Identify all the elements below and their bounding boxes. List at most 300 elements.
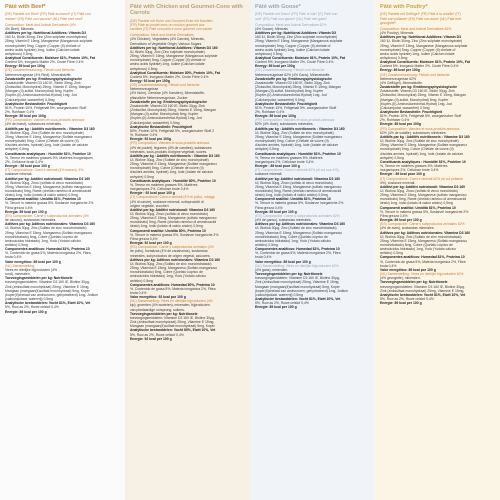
label-text-line: 25mg, Vitamina E 15mg, Manganese (solfato manganoso [255, 184, 342, 189]
label-text-line: Fibra grezza 0,4% [255, 205, 283, 210]
label-text-line: monohydraté) 5mg, Cuivre (Chélate de cuivre (II) [130, 166, 204, 171]
label-text-line: (FR) Composition: Viandes et sous-produits animaux [380, 126, 460, 131]
label-text-line: 25mg, Vitamina E 15mg, Manganeso (Sulfato manganoso [130, 266, 218, 271]
label-text-line: (FR) Composition: Viandes et sous-produits animaux [5, 118, 85, 123]
label-text-line: %, Teneur en matières grasses 5%, Matières [255, 155, 323, 160]
label-text-line: %, Teneur en matières grasses 5%, Matières [130, 182, 198, 187]
label-text-line: (IT) Composizione: Carni e derivati (4% manzo), 4% [5, 168, 84, 173]
label-text-line: (Kupfer-(II)-Aminosäurechelat-Hydrat) 1mg, Jod [255, 93, 327, 98]
label-text-line: Energie : 89 kcal pour 100 g [255, 164, 300, 169]
label-text-line: Zusatzstoffe pro kg: Ernährungsphysiologische [380, 85, 458, 90]
label-text-line: anhidro) 0,5mg [5, 243, 28, 247]
label-text-line: Toevoegingsmiddelen per kg: Nutritionele [380, 280, 448, 285]
label-text-line: (4% Poultry), Minerals [380, 31, 414, 36]
label-text-line: Constituants analytiques : Humidité 81%, Protéine 10 [5, 151, 91, 156]
label-text-line: Derivatives of Vegetable Origin, Various Sugars [130, 41, 202, 46]
label-text-line: inorganiques 2%, Cellulose brute 0,4% [380, 168, 439, 173]
label-text-line: 25mg, Vitamina E 15mg, Manganeso (Sulfato manganoso [255, 230, 343, 235]
label-text-line: (IT) Composizione: Carni e derivati (4% di pollo), ortaggi [130, 195, 215, 200]
label-text-line: Energie : 89 kcal pour 100 g [5, 164, 50, 169]
label-text-line: bruta 0,4% [380, 263, 397, 268]
label-text-line: 2%, Rohfaser 0,4% [5, 110, 35, 114]
label-text-line: origine vegetale, zuccheri. [130, 203, 170, 208]
label-text-line: 81%, Protein 10%, Fettgehalt 5%, anorganischer Stoff [5, 105, 87, 110]
label-text-line: Mangaan (mangaan(II)sulfaat monohydraat) 5mg, Koper [130, 324, 215, 329]
column-body [130, 19, 246, 341]
label-text-line: UI, Biotina 30µg, Zinco (solfato di zinco monoidrato) [130, 212, 208, 216]
label-text-line: UI, Biotine 30µg, Zinc (Sulfate de zinc monohydraté) [255, 130, 334, 135]
label-text-line: toevoegingsmiddelen: Vitamine D3 160 IE, Biotine 30µg, [130, 315, 215, 320]
label-text-line: manzo* (ES) Paté con vacuno* (NL) Paté met rund* [5, 16, 83, 21]
label-text-line: inorganiques 2%, Cellulose brute 0,4% [255, 159, 314, 164]
label-text-line: (FR) Composition: Viandes et sous-produits animaux [255, 118, 335, 123]
label-text-line: Content 5%, Inorganic Matter 2%, Crude Fibre 0.4% [255, 60, 334, 65]
label-text-line: Aditivos por kg: Aditivos nutricionales: Vitamina D3 160 [130, 257, 221, 262]
label-text-line: (DE) Zusammensetzung: Fleisch und tierische [5, 68, 75, 73]
label-text-line: (Zinksulfat, Monohydrat) 25mg, Vitamin E 15mg, Mangan [255, 85, 341, 90]
label-text-line: 4%), sostanze minerali. [380, 180, 416, 185]
label-text-line: aminoácidos hidratado) 1mg, Yodo (Yodato cálcico [380, 247, 457, 252]
label-text-line: monohydraté) 5mg, Cuivre (Chélate de cuivre (II) [255, 139, 329, 144]
label-text-line: Nebenerzeugnisse 62% [380, 76, 417, 81]
label-text-line: Analytische Bestandteile: Feuchtigkeit [130, 124, 193, 129]
label-text-line: (DE) Zusammensetzung: Fleisch und tierische [255, 68, 325, 73]
label-text-line: Energy: 89 kcal per 100g [380, 68, 420, 73]
label-text-line: (NL) Samenstelling: Vlees en dierlijke bijproducten 62% [255, 263, 339, 268]
label-text-line: Analytische Bestandteile: Feuchtigkeit [380, 110, 443, 114]
label-text-line: amino acids hydrate) 1mg, Iodine (Calcium iodate [5, 47, 80, 52]
label-text-line: (DE) Zusammensetzung: Fleisch und tierische [380, 72, 450, 77]
label-text-line: Mangaan (mangaan(II)sulfaat monohydraat) 5mg, Koper [255, 284, 340, 289]
label-text-line: (ES) Composición: Carne y subproductos animales 62% [380, 222, 465, 227]
label-text-line: 25mg, Vitamin E 15mg, Manganese (Manganous sulphate [5, 39, 93, 44]
label-text-line: Energia: 89 kcal per 100 g [380, 218, 422, 223]
label-text-line: anhydre) 0,5mg [380, 155, 404, 160]
label-text-line: (NL) Samenstelling: [5, 263, 35, 268]
column-poultry [375, 0, 500, 500]
label-text-line: Nebenerzeugnisse (4% Rind), Mineralstoffe. [5, 72, 72, 77]
label-text-line: sostanze minerali. [255, 172, 283, 177]
label-text-line: Energy: 89 kcal per 100g [5, 64, 45, 69]
label-text-line: Energie : 92 kcal pour 100 g [130, 191, 175, 196]
column-chicken [125, 0, 250, 500]
label-text-line: Analytische bestanddelen: Vocht 81%, Eiwit 10%, Vet [255, 297, 341, 302]
label-text-line: 160 IU, Biotin 30mg, Zinc (Zinc sulphate monohydrate) [255, 35, 338, 40]
label-text-line: %, Rohfaser 0,4% [130, 133, 158, 138]
label-text-line: monohydrate) 5mg, Copper (Copper (II) chelate of [255, 43, 331, 48]
label-text-line: idrato) 1mg, Iodio (iodato di calcio anidro) 0,5mg [130, 224, 203, 229]
label-text-line: anhydrous) 0.5mg [130, 66, 158, 71]
label-text-line: Aditivos por kg: Aditivos nutricionales: Vitamina D3 160 [5, 222, 96, 227]
label-text-line: (Mangan-(II)-sulfat, Monohydrat) 5mg, Kupfer [380, 97, 449, 102]
label-text-line: 160 IU, Biotin 30mg, Zinc (Zinc sulphate monohydrate) [5, 35, 88, 40]
label-text-line: 25mg, Vitamina E 15mg, Manganeso (Sulfato manganoso [5, 230, 93, 235]
label-text-line: Constituants analytiques : Humidité 81%, Protéine 10 [255, 151, 341, 156]
label-text-line: Additivi per kg: Additivi nutrizionali: Vitamina D3 160 [380, 184, 465, 189]
label-text-line: Analytische bestanddelen: Vocht 81%, Eiwit 10%, Vet [380, 292, 466, 297]
label-text-line: (4% Huhn), Gemüse (4% Karotten), Mineralstoffe, [130, 91, 205, 96]
label-text-line: UI, Biotine 30µg, Zinc (Sulfate de zinc monohydraté) [380, 139, 459, 144]
label-text-line: minerales, subproductos de origen vegetal, azúcares. [130, 253, 211, 258]
label-text-line: IU, Biotin 30µg, Zinc (Zinc sulphate monohydrate) [130, 49, 205, 54]
label-text-line: Paté con pollame* (ES) Paté con aves* (NL) Paté met [380, 16, 462, 21]
label-text-line: (Zinksulfat, Monohydrat) 25mg, Vitamin E 15mg, Mangan [380, 93, 466, 98]
label-text-line: Toevoegingsmiddelen per kg: Nutritionele [130, 311, 198, 316]
label-text-line: anhydrous) 0.5mg [255, 51, 283, 56]
label-text-line: Zusatzstoffe pro kg: Ernährungsphysiologische [130, 99, 208, 104]
label-text-line: (FR) Pâté au poulet avec un croûton gourmet aux [130, 22, 205, 27]
label-text-line: Zusatzstoffe pro kg: Ernährungsphysiologische [255, 76, 333, 81]
label-text-line: amino acids hydrate) 1mg, Iodine (Calcium iodate [255, 47, 330, 52]
label-text-line: (Zinksulfat, Monohydrat) 25mg, Vitamin E 15mg, Mangan [5, 85, 91, 90]
label-text-line: (4% de poulet), légumes (4% de carottes), substances [130, 145, 212, 150]
label-text-line: aminoácidos hidratado) 1mg, Yodo (Yodato cálcico [255, 238, 332, 243]
label-text-line: Componentes analíticos: Humedad 81%, Proteína 10 [380, 255, 465, 260]
label-text-line: Zink (zinksulfaat monohydraat) 25mg, Vitamine E 15mg, [130, 320, 215, 325]
label-text-line: (ES) Composición: Carne y subproductos animales (4% [5, 213, 89, 218]
label-text-line: Additives per kg: Nutritional Additives: Vitamin D3 160 [130, 45, 218, 50]
label-text-line: Additives per kg: Nutritional Additives: Vitamin D3 [380, 35, 462, 40]
label-text-line: (Kupfer-(II)-Aminosäurechelat-Hydrat) 1mg, Jod [380, 101, 452, 106]
label-text-line: (NL) Samenstelling: Vlees en dierlijke bijproducten (4% [130, 299, 213, 304]
label-text-line: (Kupfer-(II)-Aminosäurechelat-Hydrat) 1mg, Jod [130, 116, 202, 121]
label-text-line: Nebenerzeugnisse [130, 87, 159, 92]
label-text-line: 25mg, Vitamina E 15mg, Manganese (solfato manganoso [5, 184, 92, 189]
label-text-line: Energie: 89 kcal per 100 g [380, 301, 422, 306]
label-text-line: Valor energético: 89 kcal por 100 g [255, 259, 311, 264]
label-text-line: Analytische bestanddelen: Vocht 80%, Eiwit 10%, Vet [130, 328, 216, 333]
label-text-line: anhydrous) 0.5mg [380, 55, 408, 60]
label-text-line: 80%, Protein 10%, Fettgehalt 5%, anorganischer Stoff 2 [130, 128, 215, 133]
label-text-line: d'acides aminés, hydraté) 1mg, Iode (Iodate de calcium [5, 143, 89, 148]
label-text-line: Energie: 89 kcal pro 100g [5, 114, 46, 119]
label-text-line: toevoegingsmiddelen: Vitamine D3 160 IE, Biotine 30µg, [380, 284, 465, 289]
label-text-line: anhydre) 0,5mg [5, 147, 29, 152]
label-text-line: Componentes analíticos: Humedad 80%, Proteína 10 [130, 282, 215, 287]
label-text-line: Energie: 92 kcal per 100 g [130, 336, 172, 341]
label-text-line: monohydraté) 5mg, Cuivre (Chélate de cuivre (II) [380, 147, 454, 152]
label-text-line: Analytical Constituents: Moisture 81%, Protein 10%, Fat [380, 60, 470, 65]
label-text-line: Energia: 89 kcal per 100 g [5, 209, 47, 214]
label-text-line: UI, Biotina 30µg, Zinco (solfato di zinco monoidrato) [380, 188, 458, 193]
label-text-line: %, Contenido de grasa 5%, Materia inorgánica 2%, Fibra [255, 251, 341, 256]
label-text-line: Zink (zinksulfaat monohydraat) 25mg, Vitamine E 15mg, [5, 284, 90, 289]
label-text-line: idrato) 1mg, Iodio (iodato di calcio anidro) 0,5mg [5, 193, 78, 198]
label-text-line: carottes (IT) Paté con pollo e cono gourmet con carote [130, 27, 212, 32]
label-text-line: %, Teneur en matières grasses 5%, Matières [380, 164, 448, 169]
label-text-line: %, Contenido de grasa 5%, Materia inorgánica 2%, Fibra [130, 286, 216, 291]
column-title: Pâté with Chicken and Gourmet-Cone with Carrots [130, 4, 243, 17]
column-goose [250, 0, 375, 500]
label-text-line: amino acids hydrate) 1mg, Iodine (Calcium iodate [130, 62, 205, 67]
label-text-line: Valor energético: 89 kcal por 100 g [5, 259, 61, 264]
label-text-line: inorganiques 2%, Cellulose brute 0,4% [130, 187, 189, 192]
label-text-line: UI, Biotina 30µg, Zinc (Sulfato de zinc monohidratado) [130, 261, 212, 266]
label-text-line: (Calciumjodat, wasserfrei) 0,5mg [380, 105, 430, 110]
label-text-line: 2%, Rohfaser 0,4% [255, 110, 285, 114]
label-text-line: Zusatzstoffe: Vitamin D3 160 IE, Biotin 30mg, Zink [5, 80, 81, 85]
label-text-line: Componentes analíticos: Humedad 81%, Proteína 10 [255, 247, 340, 252]
label-text-line: Componenti analitici: Umidità 80%, Proteina 10 [130, 228, 206, 233]
label-text-line: anhydrous) 0.5mg [5, 51, 33, 56]
label-text-line: 25mg, Vitamina E 15mg, Manganese (solfato manganoso [130, 216, 217, 221]
label-text-line: monoidrato) 5mg, Rame (chelato rameico di amminoacidi [130, 220, 217, 225]
label-text-line: 25mg, Vitamine E 15mg, Manganèse (Sulfate manganeux [130, 162, 218, 167]
label-text-line: Additifs par kg : Additifs nutritionnels : Vitamine D3 160 [255, 126, 345, 131]
label-text-line: de pollo), hortalizas (4% de zanahorias), sustancias [130, 249, 208, 254]
label-text-line: Componentes analíticos: Humedad 81%, Proteína 10 [5, 247, 90, 252]
label-text-line: (calciumjodaat, watervrij) 0,5mg [5, 297, 53, 302]
label-text-line: (DE) Pastete mit Gans* (FR) Pâté à l'oie* (IT) Paté con [255, 12, 338, 17]
label-text-line: (Zinksulfat, Monohydrat) 25mg, Vitamin E 15mg, Mangan [130, 108, 216, 113]
label-text-line: Composition: Meat and Animal Derivatives (4% [5, 22, 76, 27]
label-text-line: (4% Goose), Minerals [255, 26, 288, 31]
label-text-line: Content 5%, Inorganic Matter 2%, Crude Fibre 0.4% [380, 64, 459, 69]
label-text-line: 25mg, Vitamine E 15mg, Manganèse (Sulfate manganeux [380, 143, 468, 148]
label-text-line: idrato) 1mg, Iodio (iodato di calcio anidro) 0,5mg [380, 201, 453, 206]
label-text-line: 25mg, Vitamina E 15mg, Manganese (solfato manganoso [380, 193, 467, 198]
label-text-line: %, Contenido de grasa 5%, Materia inorgánica 2%, Fibra [380, 259, 466, 264]
label-text-line: Content 5%, Inorganic Matter 2%, Crude Fibre 0.4% [5, 60, 84, 65]
label-text-line: 5%, Ruw as 2%, Ruwe celstof 0,4% [255, 301, 309, 306]
label-text-line: aminoácidos hidratado) 1mg, Yodo (Yodato cálcico [130, 274, 207, 279]
label-text-line: monohydrate) 5mg, Copper (Copper (II) chelate of [130, 58, 206, 63]
label-text-line: d'acides aminés, hydraté) 1mg, Iode (Iodate de calcium [255, 143, 339, 148]
label-text-line: Componenti analitici: Umidità 81%, Proteina 10 [255, 197, 331, 202]
label-text-line: anhydre) 0,5mg [130, 174, 154, 179]
column-body [5, 12, 121, 313]
label-text-line: Additivi per kg: Additivi nutrizionali: Vitamina D3 160 [130, 207, 215, 212]
label-text-line: (Calciumjodat, wasserfrei) 0,5mg [5, 97, 55, 102]
label-text-line: monohidratado) 5mg, Cobre (Quelato cúprico de [130, 270, 203, 275]
label-text-line: 25mg, Vitamin E 15mg, Manganese (Manganous sulphate [130, 54, 218, 59]
label-text-line: Toevoegingsmiddelen per kg: Nutritionele [255, 272, 323, 277]
label-text-line: Energy: 89 kcal per 100g [255, 64, 295, 69]
label-text-line: Additivi per kg: Additivi nutrizionali: Vitamina D3 160 [255, 176, 340, 181]
label-text-line: (Mangan-(II)-sulfat, Monohydrat) 5mg, Kupfer [255, 89, 324, 94]
label-text-line: d'acides aminés, hydraté) 1mg, Iode (Iodate de calcium [380, 151, 464, 156]
label-text-line: (Mangan-(II)-sulfat, Monohydrat) 5mg, Kupfer [130, 112, 199, 117]
label-text-line: Aditivos por kg: Aditivos nutricionales: Vitamina D3 160 [255, 222, 346, 227]
label-text-line: Energie: 89 kcal per 100 g [255, 305, 297, 310]
label-text-line: anhidro) 0,5mg [255, 243, 278, 247]
label-text-line: (DE) Pastete mit Geflügel* (FR) Pâté à la volaille* (IT) [380, 12, 461, 17]
label-text-line: Zusatzstoffe: Vitamin D3 160 IE, Biotin 30µg, Zink [130, 103, 205, 108]
label-text-line: gevogelte* [380, 20, 397, 25]
label-text-line: (4% gevogelte), mineralen. [380, 276, 421, 281]
label-text-line: Toevoegingsmiddelen per kg: Nutritionele [5, 276, 73, 281]
label-text-line: Analytical Constituents: Moisture 80%, Protein 10%, Fat [130, 70, 220, 75]
label-text-line: 160 IU, Biotin 30mg, Zinc (Zinc sulphate monohydrate) [380, 39, 463, 44]
label-text-line: Additifs par kg : Additifs nutritionnels : Vitamine D3 160 [380, 134, 470, 139]
label-text-line: Energie : 89 kcal pour 100 g [380, 172, 425, 177]
label-text-line: van plantaardige oorsprong, suikers. [130, 307, 185, 312]
label-text-line: Analytical Constituents: Moisture 81%, Protein 10%, Fat [5, 55, 95, 60]
label-text-line: sostanze minerali. [5, 172, 33, 177]
label-text-line: UI, Biotine 30µg, Zinc (Sulfate de zinc monohydraté) [130, 157, 209, 162]
label-text-line: Content 5%, Inorganic Matter 2%, Crude Fibre 0.4% [130, 74, 209, 79]
label-text-line: Energia: 89 kcal per 100 g [255, 209, 297, 214]
label-text-line: Composition: Meat and Animal Derivatives 62% [380, 26, 452, 31]
label-text-line: (4% Chicken), Vegetables (4% Carrots), Minerals, [130, 37, 205, 42]
label-text-line: (4% gans), mineralen. [255, 267, 289, 272]
label-text-line: 25mg, Vitamine E 15mg, Manganèse (Sulfate manganeux [255, 134, 343, 139]
label-text-line: idrato) 1mg, Iodio (iodato di calcio anidro) 0,5mg [255, 193, 328, 198]
label-text-line: Additifs par kg : Additifs nutritionnels : Vitamine D3 160 [130, 153, 220, 158]
column-beef [0, 0, 125, 500]
label-text-line: (koper(II)chelaat van aminozuren, gehydrateerd) 1mg, Jodium [255, 288, 349, 293]
label-text-line: (4% de boeuf), substances minérales. [5, 122, 62, 127]
label-text-line: oca* (ES) Paté con ganso* (NL) Paté met gans* [255, 16, 327, 21]
label-text-line: (NL) Samenstelling: Vlees en dierlijke bijproducten 62% [380, 272, 464, 277]
label-text-line: Zusatzstoffe: Vitamin D3 160 IE, Biotin 30µg, Zink [255, 80, 330, 85]
label-text-line: kip), groenten (4% wortelen), mineralen, bijproducten [130, 303, 210, 308]
label-text-line: Valor energético: 92 kcal por 100 g [130, 295, 186, 300]
label-text-line: Energie: 92 kcal pro 100g [130, 137, 171, 142]
label-text-line: UI, Biotina 30µg, Zinco (solfato di zinco monoidrato) [5, 180, 83, 185]
label-text-line: Componenti analitici: Umidità 81%, Proteina 10 [5, 197, 81, 202]
label-text-line: Additives per kg: Nutritional Additives: Vitamin D3 [5, 31, 87, 36]
label-text-line: (4% de ganso), sustancias minerales. [255, 218, 312, 223]
label-text-line: Vlees en dierlijke bijproducten (4% [5, 267, 58, 272]
label-text-line: Mangaan (mangaan(II)sulfaat monohydraat) 5mg, Koper [5, 288, 90, 293]
label-text-line: %, Teneur en matières grasses 5%, Matières inorganiques [5, 155, 93, 160]
label-text-line: monohydrate) 5mg, Copper (Copper (II) chelate of [5, 43, 81, 48]
label-text-line: UI, Biotina 30µg, Zinco (solfato di zinco monoidrato) [255, 180, 333, 185]
label-text-line: monohidratado) 5mg, Cobre (Quelato cúprico de [380, 243, 453, 247]
label-text-line: (Mangan-(II)-sulfat, Monohydrat) 5mg, Kupfer [5, 89, 74, 94]
label-text-line: monohydraté) 5mg, Cuivre (Chélate de cuivre (II) [5, 139, 79, 144]
label-text-line: (ES) Composición: Carne y subproductos animales 62% [255, 213, 340, 218]
label-text-line: Energie: 89 kcal pro 100g [255, 114, 296, 119]
label-text-line: (Kupfer-(II)-Aminosäurechelat-Hydrat) 1mg, Jod [5, 93, 77, 98]
label-text-line: 62% (4% de volaille), substances minérales. [380, 130, 447, 135]
label-text-line: 5%, Ruw as 2%, Ruwe celstof 0,4% [5, 305, 59, 310]
label-text-line: (4% Geflügel), Mineralstoffe. [380, 80, 423, 85]
label-text-line: (Calciumjodat, wasserfrei) 0,5mg [255, 97, 305, 102]
label-text-line: Componenti analitici: Umidità 81%, Proteina 10 [380, 205, 456, 210]
label-text-line: Fibra grezza 0,4% [5, 205, 33, 210]
label-text-line: Additivi per kg: Additivi nutrizionali: Vitamina D3 160 [5, 176, 90, 181]
label-text-line: UI, Biotina 30µg, Zinc (Sulfato de zinc monohidratado) [255, 226, 337, 231]
label-text-line: (Calciumjodat, wasserfrei) 0,5mg [130, 120, 180, 125]
label-text-line: Nebenerzeugnisse 62% (4% Gans), Mineralstoffe. [255, 72, 331, 77]
label-text-line: pflanzliche Nebenerzeugnisse, Zucker. [130, 95, 189, 100]
label-text-line: rund), mineralen. [5, 272, 31, 277]
label-text-line: Constituants analytiques : Humidité 81%, Protéine 10 [380, 159, 466, 164]
label-text-line: (IT) Composizione: Carni e derivati 62% (di cui pollame [380, 176, 463, 181]
column-title: Pâté with Poultry* [380, 4, 428, 10]
label-text-line: (IT) Composizione: Carni e derivati 62% (di cui oca 4%), [255, 168, 340, 173]
label-text-line: Additifs par kg : Additifs nutritionnels : Vitamine D3 160 [5, 126, 95, 131]
label-text-line: toevoegingsmiddelen: Vitamine D3 160 IE, Biotine 30µg, [255, 276, 340, 281]
label-text-line: (DE) Pastete mit Huhn und Gourmet-Ecke mit Karotten [130, 18, 213, 23]
label-text-line: Zink (zinksulfaat monohydraat) 25mg, Vitamine E 15mg, [380, 288, 465, 293]
label-text-line: Energie: 89 kcal pro 100g [380, 122, 421, 127]
label-text-line: anhidro) 0,5mg [380, 251, 403, 256]
label-text-line: (ES) Composición: Carne y subproductos animales (4% [130, 245, 214, 250]
label-text-line: Analytische Bestandteile: Feuchtigkeit [5, 101, 68, 106]
label-text-line: 25mg, Vitamine E 15mg, Manganèse (Sulfate manganeux [5, 134, 93, 139]
label-text-line: Valor energético: 89 kcal por 100 g [380, 267, 436, 272]
label-text-line: amino acids hydrate) 1mg, Iodine (Calcium iodate [380, 51, 455, 56]
label-text-line: Analytische bestanddelen: Vocht 81%, Eiwit 10%, Vet [5, 301, 91, 306]
label-text-line: (4% di carote), sostanze minerali, sottoprodotti di [130, 199, 204, 204]
label-text-line: %, Tenore in materia grassa 5%, Sostanze inorganiche 2% [255, 201, 344, 206]
label-text-line: (DE) Pastete mit Rind* (FR) Pâté au boeuf* (IT) Paté con [5, 12, 91, 17]
label-text-line: 25mg, Vitamin E 15mg, Manganese (Manganous sulphate [255, 39, 343, 44]
label-text-line: d'acides aminés, hydraté) 1mg, Iode (Iodate de calcium [130, 170, 214, 175]
label-text-line: bruta 0,4% [130, 290, 147, 295]
label-text-line: %, Contenido de grasa 5%, Materia inorgánica 2%, Fibra [5, 251, 91, 256]
label-text-line: %, Tenore in materia grassa 5%, Sostanze inorganiche 2% [5, 201, 94, 206]
label-text-line: anhydre) 0,5mg [255, 147, 279, 152]
label-text-line: 81%, Protein 10%, Fettgehalt 5%, anorganischer Stoff [380, 114, 462, 119]
label-text-line: Analytische Bestandteile: Feuchtigkeit [255, 101, 318, 106]
label-text-line: Aditivos por kg: Aditivos nutricionales: Vitamina D3 160 [380, 230, 471, 235]
label-text-line: (koper(II)chelaat van aminozuren, gehydrateerd) 1mg, Jodium [5, 292, 99, 297]
label-text-line: 62% (4% d'oie), substances minérales. [255, 122, 314, 127]
label-text-line: %, Tenore in materia grassa 5%, Sostanze inorganiche 2% [380, 209, 469, 214]
label-text-line: (DE) Zusammensetzung: Fleisch und tierische [130, 83, 200, 88]
label-text-line: monohidratado) 5mg, Cobre (Quelato cúprico de [255, 234, 328, 239]
label-text-line: de vacuno), sustancias minerales. [5, 218, 57, 223]
label-text-line: (calciumjodaat, watervrij) 0,5mg [255, 292, 303, 297]
label-text-line: bruta 0,4% [5, 255, 22, 260]
label-text-line: Zink (zinksulfaat monohydraat) 25mg, Vitamine E 15mg, [255, 280, 340, 285]
label-text-line: 25mg, Vitamin E 15mg, Manganese (Manganous sulphate [380, 43, 468, 48]
label-text-line: (4% de aves), sustancias minerales. [380, 226, 435, 231]
label-text-line: UI, Biotina 30µg, Zinc (Sulfato de zinc monohidratado) [380, 234, 462, 239]
column-title: Pâté with Goose* [255, 4, 301, 10]
label-text-line: Zusatzstoffe pro kg: Ernährungsphysiologische [5, 76, 83, 81]
label-text-line: Energia: 92 kcal per 100 g [130, 241, 172, 246]
label-text-line: Additives per kg: Nutritional Additives: Vitamin D3 [255, 31, 337, 36]
label-text-line: UI, Biotina 30µg, Zinc (Sulfato de zinc monohidratado) [5, 226, 87, 231]
column-body [255, 12, 371, 309]
label-text-line: UI, Biotine 30µg, Zinc (Sulfate de zinc monohydraté) [5, 130, 84, 135]
label-text-line: Constituants analytiques : Humidité 80%, Protéine 10 [130, 178, 216, 183]
label-text-line: Zusatzstoffe: Vitamin D3 160 IE, Biotin 30µg, Zink [380, 89, 455, 94]
label-text-line: Composition: Meat and Animal Derivatives [130, 33, 194, 38]
label-text-line: minérales, sous-produits d'origine végétale, sucres. [130, 149, 208, 154]
label-text-line: monohydrate) 5mg, Copper (Copper (II) chelate of [380, 47, 456, 52]
label-text-line: monohidratado) 5mg, Cobre (Quelato cúprico de [5, 234, 78, 239]
label-text-line: monoidrato) 5mg, Rame (chelato rameico di amminoacidi [5, 188, 92, 193]
column-body [380, 12, 496, 305]
label-text-line: Composition: Meat and Animal Derivatives 62% [255, 22, 327, 27]
label-text-line: 2%, Rohfaser 0,4% [380, 118, 410, 123]
label-text-line: 5%, Ruw as 2%, Ruwe celstof 0,4% [380, 297, 434, 302]
column-title: Pâté with Beef* [5, 4, 46, 10]
label-text-line: monoidrato) 5mg, Rame (chelato rameico di amminoacidi [380, 197, 467, 202]
label-text-line: 4% Beef), Minerals [5, 26, 34, 31]
label-text-line: 25mg, Vitamina E 15mg, Manganeso (Sulfato manganoso [380, 238, 468, 243]
label-text-line: (FR) Composition: Viandes et sous-produits animaux [130, 141, 210, 146]
label-text-line: toevoegingsmiddelen: Vitamine D3 160 IE, Biotine 30µg, [5, 280, 90, 285]
label-text-line: Energie: 89 kcal per 100 g [5, 309, 47, 314]
label-text-line: 5%, Ruw as 2%, Ruwe celstof 0,4% [130, 332, 184, 337]
label-text-line: 81%, Protein 10%, Fettgehalt 5%, anorganischer Stoff [255, 105, 337, 110]
label-text-line: Fibra grezza 0,4% [380, 213, 408, 218]
label-text-line: monoidrato) 5mg, Rame (chelato rameico di amminoacidi [255, 188, 342, 193]
label-text-line: bruta 0,4% [255, 255, 272, 260]
label-text-line: 2%, Cellulose brute 0,4% [5, 159, 44, 164]
label-text-line: aminoácidos hidratado) 1mg, Yodo (Yodato cálcico [5, 238, 82, 243]
label-text-line: %, Tenore in materia grassa 5%, Sostanze inorganiche 2% [130, 232, 219, 237]
label-text-line: Energy: 92 kcal per 100g [130, 79, 170, 83]
label-text-line: anhidro) 0,5mg [130, 278, 153, 283]
